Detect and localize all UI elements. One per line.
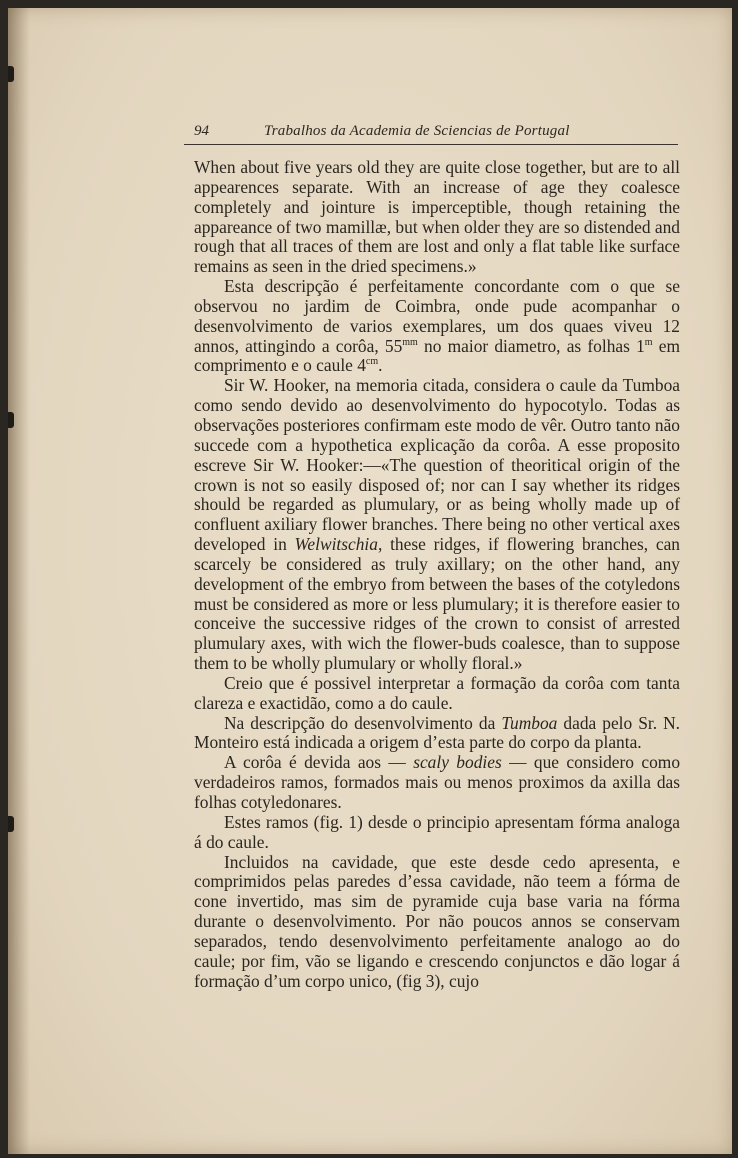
journal-title: Trabalhos da Academia de Sciencias de Portugal (264, 123, 570, 139)
text-run: dada pelo Sr. N. Monteiro está indicada a origem d’esta parte do corpo da planta. (194, 712, 680, 753)
unit-superscript: m (644, 336, 653, 348)
paragraph (194, 158, 680, 277)
running-head (184, 118, 678, 145)
italic-text: Tumboa (501, 712, 558, 733)
binding-thread-mark (8, 816, 14, 832)
italic-text: scaly bodies (413, 752, 502, 773)
book-page (8, 8, 732, 1154)
text-run: em comprimento e o caule 4 (194, 335, 680, 376)
text-run: Estes ramos (fig. 1) desde o principio apresentam fórma analoga á do caule. (194, 811, 680, 852)
paragraph (194, 277, 680, 376)
spine-shadow (8, 8, 30, 1154)
unit-superscript: cm (365, 356, 379, 368)
text-run: Incluidos na cavidade, que este desde cedo apresenta, e comprimidos pelas paredes d’essa cavidade, não teem a fórma de cone invertido, mas sim de pyramide cuja base varia na fórma durante o desenvolvimento. Por não poucos annos se conservam separados, tendo desenvolvimento perfeitamente analogo ao do caule; por fim, vão se ligando e crescendo conjunctos e dão logar á formação d’um corpo unico, (fig 3), cujo (194, 851, 680, 991)
body-text (194, 158, 680, 991)
paragraph (194, 853, 680, 992)
text-run: Na descripção do desenvolvimento da (224, 712, 502, 733)
paragraph (194, 376, 680, 674)
text-run: . (378, 355, 383, 376)
text-run: — que considero como verdadeiros ramos, formados mais ou menos proximos da axilla das folhas cotyledonares. (194, 752, 681, 812)
text-run: no maior diametro, as folhas 1 (417, 335, 645, 356)
binding-thread-mark (8, 66, 14, 82)
paragraph (194, 753, 680, 813)
italic-text: Welwitschia (294, 534, 378, 555)
text-run: When about five years old they are quite close together, but are to all appearences separate. With an increase of age they coalesce completely and jointure is imperceptible, though retaining the appareance of two mamillæ, but when older they are so distended and rough that all traces of them are lost and only a flat table like surface remains as seen in the dried specimens.» (194, 157, 680, 277)
text-run: Sir W. Hooker, na memoria citada, considera o caule da Tumboa como sendo devido ao desenvolvimento do hypocotylo. Todas as observações posteriores confirmam este modo de vêr. Outro tanto não succede com a hypothetica explicação da corôa. A esse proposito escreve Sir W. Hooker:—«The question of theoritical origin of the crown is not so easily disposed of; nor can I say whether its ridges should be regarded as plumulary, or as being wholly made up of confluent axiliary flower branches. There being no other vertical axes developed in (194, 375, 680, 555)
paragraph (194, 813, 680, 853)
text-run: A corôa é devida aos — (224, 752, 414, 773)
paragraph (194, 674, 680, 714)
page-number: 94 (194, 123, 209, 139)
unit-superscript: mm (402, 336, 418, 348)
binding-thread-mark (8, 412, 14, 428)
text-run: Creio que é possivel interpretar a formação da corôa com tanta clareza e exactidão, como a do caule. (194, 672, 680, 713)
text-run: , these ridges, if flowering branches, can scarcely be considered as truly axillary; on the other hand, any development of the embryo from between the bases of the cotyledons must be considered as more or less plumulary; it is therefore easier to conceive the successive ridges of the crown to consist of arrested plumulary axes, with wich the flower-buds coalesce, than to suppose them to be wholly plumulary or wholly floral.» (194, 534, 681, 674)
paragraph (194, 714, 680, 754)
text-run: Esta descripção é perfeitamente concordante com o que se observou no jardim de Coimbra, onde pude acompanhar o desenvolvimento de varios exemplares, um dos quaes viveu 12 annos, attingindo a corôa, 55 (194, 276, 680, 356)
